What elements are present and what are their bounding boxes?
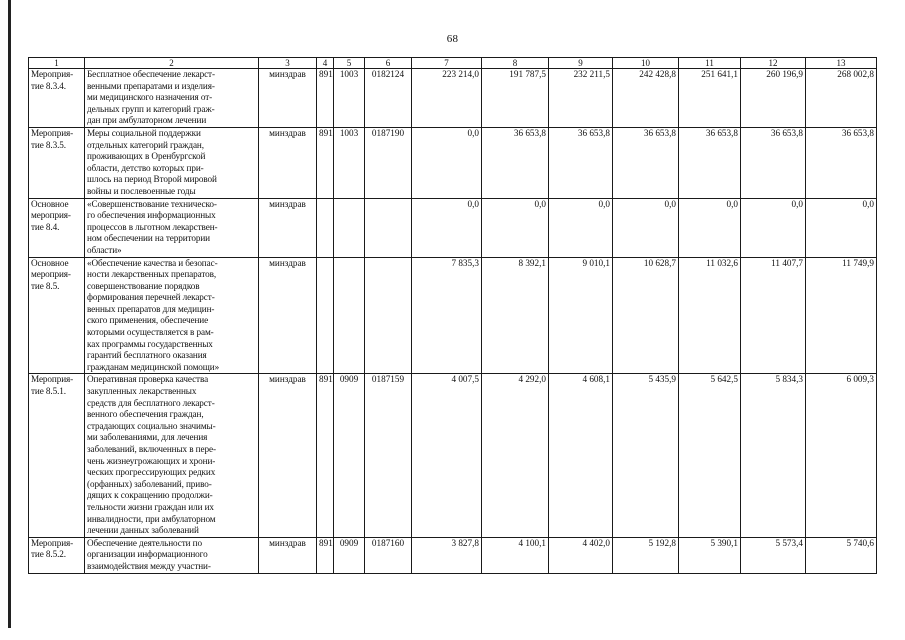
left-margin-bar: [8, 0, 11, 628]
amount-cell: 36 653,8: [613, 127, 679, 198]
table-row: [29, 537, 877, 573]
measure-code: Мероприя- тие 8.5.1.: [29, 374, 85, 537]
measure-description: «Совершенствование техническо- го обеспечения информационных процессов в льготном лекарствен- ном обеспечении на территории области»: [85, 198, 259, 257]
amount-cell: 5 834,3: [741, 374, 806, 537]
col-header: 13: [806, 58, 877, 69]
responsible-executor: минздрав: [259, 374, 317, 537]
ministry-code: 891: [317, 537, 334, 573]
measure-code: Мероприя- тие 8.5.2.: [29, 537, 85, 573]
measure-description: Оперативная проверка качества закупленных лекарственных средств для бесплатного лекарст- венного обеспечения граждан, страдающих социально значимы- ми заболеваниями, для лечения заболеваний, включенных в пере- чень жизнеугрожающих и хрони- ческих прогрессирующих редких (орфанных) заболеваний, приво- дящих к сокращению продолжи- тельности жизни граждан или их инвалидности, при амбулаторном лечении данных заболеваний: [85, 374, 259, 537]
table-row: [29, 198, 877, 257]
amount-cell: 6 009,3: [806, 374, 877, 537]
amount-cell: 5 740,6: [806, 537, 877, 573]
col-header: 3: [259, 58, 317, 69]
amount-cell: 0,0: [549, 198, 613, 257]
amount-cell: 4 007,5: [412, 374, 482, 537]
measure-code: Основное мероприя- тие 8.4.: [29, 198, 85, 257]
amount-cell: 5 573,4: [741, 537, 806, 573]
col-header: 9: [549, 58, 613, 69]
section-code: [334, 198, 365, 257]
amount-cell: 3 827,8: [412, 537, 482, 573]
target-article-code: 0187190: [365, 127, 412, 198]
amount-cell: 0,0: [412, 198, 482, 257]
amount-cell: 36 653,8: [482, 127, 549, 198]
amount-cell: 5 390,1: [679, 537, 741, 573]
page-number: 68: [446, 33, 459, 45]
responsible-executor: минздрав: [259, 69, 317, 128]
amount-cell: 0,0: [741, 198, 806, 257]
amount-cell: 268 002,8: [806, 69, 877, 128]
amount-cell: 191 787,5: [482, 69, 549, 128]
amount-cell: 36 653,8: [806, 127, 877, 198]
col-header: 6: [365, 58, 412, 69]
measure-code: Мероприя- тие 8.3.5.: [29, 127, 85, 198]
col-header: 5: [334, 58, 365, 69]
amount-cell: 5 642,5: [679, 374, 741, 537]
section-code: 1003: [334, 127, 365, 198]
responsible-executor: минздрав: [259, 257, 317, 374]
amount-cell: 10 628,7: [613, 257, 679, 374]
ministry-code: [317, 257, 334, 374]
target-article-code: 0187160: [365, 537, 412, 573]
amount-cell: 0,0: [679, 198, 741, 257]
amount-cell: 8 392,1: [482, 257, 549, 374]
col-header: 8: [482, 58, 549, 69]
amount-cell: 11 749,9: [806, 257, 877, 374]
table-row: [29, 257, 877, 374]
amount-cell: 4 402,0: [549, 537, 613, 573]
measure-code: Мероприя- тие 8.3.4.: [29, 69, 85, 128]
col-header: 10: [613, 58, 679, 69]
section-code: [334, 257, 365, 374]
responsible-executor: минздрав: [259, 537, 317, 573]
header-row: [29, 58, 877, 69]
target-article-code: 0182124: [365, 69, 412, 128]
amount-cell: 0,0: [482, 198, 549, 257]
col-header: 7: [412, 58, 482, 69]
ministry-code: 891: [317, 374, 334, 537]
measure-description: Обеспечение деятельности по организации информационного взаимодействия между участни-: [85, 537, 259, 573]
section-code: 0909: [334, 537, 365, 573]
amount-cell: 260 196,9: [741, 69, 806, 128]
amount-cell: 7 835,3: [412, 257, 482, 374]
ministry-code: 891: [317, 69, 334, 128]
amount-cell: 4 292,0: [482, 374, 549, 537]
col-header: 2: [85, 58, 259, 69]
ministry-code: 891: [317, 127, 334, 198]
col-header: 12: [741, 58, 806, 69]
amount-cell: 36 653,8: [741, 127, 806, 198]
target-article-code: [365, 257, 412, 374]
amount-cell: 232 211,5: [549, 69, 613, 128]
amount-cell: 36 653,8: [549, 127, 613, 198]
amount-cell: 251 641,1: [679, 69, 741, 128]
col-header: 11: [679, 58, 741, 69]
target-article-code: 0187159: [365, 374, 412, 537]
measure-description: «Обеспечение качества и безопас- ности лекарственных препаратов, совершенствование порядков формирования перечней лекарст- венных препаратов для медицин- ского применения, обеспечение которыми осуществляется в рам- ках программы государственных гарантий бесплатного оказания гражданам медицинской помощи»: [85, 257, 259, 374]
amount-cell: 0,0: [613, 198, 679, 257]
table-row: [29, 374, 877, 537]
target-article-code: [365, 198, 412, 257]
amount-cell: 0,0: [806, 198, 877, 257]
ministry-code: [317, 198, 334, 257]
table-row: [29, 127, 877, 198]
table-row: [29, 69, 877, 128]
col-header: 1: [29, 58, 85, 69]
amount-cell: 242 428,8: [613, 69, 679, 128]
section-code: 1003: [334, 69, 365, 128]
responsible-executor: минздрав: [259, 198, 317, 257]
amount-cell: 5 192,8: [613, 537, 679, 573]
col-header: 4: [317, 58, 334, 69]
budget-table: [28, 57, 877, 574]
measure-description: Бесплатное обеспечение лекарст- венными препаратами и изделия- ми медицинского назначения от- дельных групп и категорий граж- дан при амбулаторном лечении: [85, 69, 259, 128]
amount-cell: 223 214,0: [412, 69, 482, 128]
amount-cell: 5 435,9: [613, 374, 679, 537]
amount-cell: 0,0: [412, 127, 482, 198]
measure-description: Меры социальной поддержки отдельных категорий граждан, проживающих в Оренбургской области, детство которых при- шлось на период Второй мировой войны и послевоенные годы: [85, 127, 259, 198]
responsible-executor: минздрав: [259, 127, 317, 198]
section-code: 0909: [334, 374, 365, 537]
amount-cell: 9 010,1: [549, 257, 613, 374]
amount-cell: 11 032,6: [679, 257, 741, 374]
amount-cell: 36 653,8: [679, 127, 741, 198]
amount-cell: 4 608,1: [549, 374, 613, 537]
measure-code: Основное мероприя- тие 8.5.: [29, 257, 85, 374]
amount-cell: 11 407,7: [741, 257, 806, 374]
amount-cell: 4 100,1: [482, 537, 549, 573]
